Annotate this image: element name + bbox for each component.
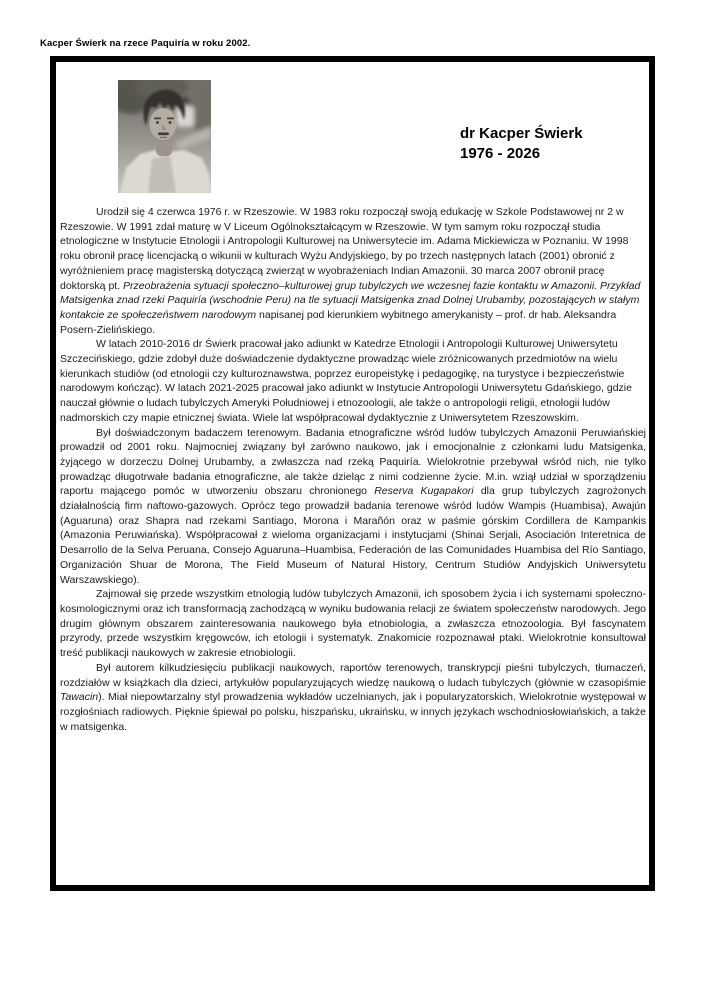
paragraph-fieldwork [60,426,646,588]
text-run: Zajmował się przede wszystkim etnologią ludów tubylczych Amazonii, ich sposobem życia i ich systemami społeczno-kosmologicznymi oraz ich transformacją zachodzącą w wyniku budowania relacji ze światem społeczeństw narodowych. Jego drugim głównym obszarem zainteresowania naukowego była etnobiologia, a zwłaszcza etnozoologia. Był fascynatem przyrody, przede wszystkim kręgowców, ich etologii i systematyk. Znakomicie rozpoznawał ptaki. Wielokrotnie konsultował treść publikacji naukowych w zakresie etnobiologii. [60,588,646,660]
text-run: Był doświadczonym badaczem terenowym. Badania etnograficzne wśród ludów tubylczych Amazonii Peruwiańskiej prowadził od 2001 roku. Najmocniej związany był zarówno naukowo, jak i emocjonalnie z członkami ludu Matsigenka, żyjącego w dorzeczu Dolnej Urubamby, a zwłaszcza nad rzeką Paquiría. Wielokrotnie przebywał wśród nich, nie tylko prowadząc długotrwałe badania etnograficzne, ale także dzieląc z nimi codzienne życie. M.in. wziął udział w sporządzeniu raportu mającego pomóc w utworzeniu obszaru chronionego [60,426,646,498]
paragraph-research-interests [60,587,646,661]
text-run: dla grup tubylczych zagrożonych działalnością firm naftowo-gazowych. Oprócz tego prowadził badania terenowe wśród ludów Wampis (Huambisa), Awajún (Aguaruna) oraz Shapra nad rzekami Santiago, Morona i Marañón oraz w paśmie górskim Cordillera de Kampankis (Amazonia Peruwiańska). Współpracował z wieloma organizacjami i instytucjami (Shinai Serjali, Asociación Interetnica de Desarrollo de la Selva Peruana, Consejo Aguaruna–Huambisa, Federación de las Comunidades Huambisa del Río Santiago, Organización Shuar de Morona, The Field Museum of Natural History, Centrum Studiów Andyjskich Uniwersytetu Warszawskiego). [60,485,646,586]
paragraph-education [60,205,646,337]
title-block [460,124,583,164]
text-run-italic-journal: Tawacin [60,691,99,704]
text-run-italic-reserva: Reserva Kugapakori [374,485,474,498]
portrait-photo [118,80,211,193]
text-run-italic-thesis-title: Przeobrażenia sytuacji społeczno–kulturowej grup tubylczych we wczesnej fazie kontaktu w Amazonii. Przykład Matsigenka znad rzeki Paquiría (wschodnie Peru) na tle sytuacji Matsigenka znad Dolnej Urubamby, pozostających w stałym kontakcie ze społeczeństwem narodowym [60,279,641,321]
text-run: W latach 2010-2016 dr Świerk pracował jako adiunkt w Katedrze Etnologii i Antropologii Kulturowej Uniwersytetu Szczecińskiego, gdzie zdobył duże doświadczenie dydaktyczne prowadząc wiele zróżnicowanych przedmiotów na wielu kierunkach studiów (od etnologii czy kulturoznawstwa, poprzez europeistykę i pedagogikę, na turystyce i bezpieczeństwie narodowym kończąc). W latach 2021-2025 pracował jako adiunkt w Instytucie Antropologii Uniwersytetu Gdańskiego, gdzie nauczał głównie o ludach tubylczych Ameryki Południowej i etnozoologii, ale także o antropologii religii, etnologii ludów nadmorskich czy mapie etnicznej świata. Wiele lat współpracował dydaktycznie z Uniwersytetem Rzeszowskim. [60,338,632,424]
text-run: Był autorem kilkudziesięciu publikacji naukowych, raportów terenowych, transkrypcji pieśni tubylczych, tłumaczeń, rozdziałów w książkach dla dzieci, artykułów popularyzujących wiedzę naukową o ludach tubylczych (głównie w czasopiśmie [60,661,646,689]
person-years: 1976 - 2026 [460,145,541,162]
portrait-photo-illustration [118,80,211,193]
paragraph-academic-career [60,337,646,425]
photo-caption: Kacper Świerk na rzece Paquiría w roku 2002. [40,38,251,49]
text-run: napisanej pod kierunkiem wybitnego amerykanisty – prof. dr hab. Aleksandra Posern-Zielińskiego. [60,308,617,336]
content-frame [50,56,655,891]
frame-inner [56,80,649,903]
text-run: Urodził się 4 czerwca 1976 r. w Rzeszowie. W 1983 roku rozpoczął swoją edukację w Szkole Podstawowej nr 2 w Rzeszowie. W 1991 zdał maturę w V Liceum Ogólnokształcącym w Rzeszowie. W tym samym roku rozpoczął studia etnologiczne w Instytucie Etnologii i Antropologii Kulturowej na Uniwersytecie im. Adama Mickiewicza w Poznaniu. W 1998 roku obronił pracę licencjacką o wikunii w kulturach Wyżu Andyjskiego, by po trzech następnych latach (2001) obronić z wyróżnieniem pracę magisterską dotyczącą zwierząt w wyobrażeniach Indian Amazonii. 30 marca 2007 obronił pracę doktorską pt. [60,206,629,292]
person-name: dr Kacper Świerk [460,125,583,142]
paragraph-publications [60,661,646,735]
biography-text [60,205,646,734]
text-run: ). Miał niepowtarzalny styl prowadzenia wykładów uczelnianych, jak i popularyzatorskich. Wielokrotnie występował w rozgłośniach radiowych. Pięknie śpiewał po polsku, hiszpańsku, ukraińsku, w innych językach wschodniosłowiańskich, a także w matsigenka. [60,691,646,733]
